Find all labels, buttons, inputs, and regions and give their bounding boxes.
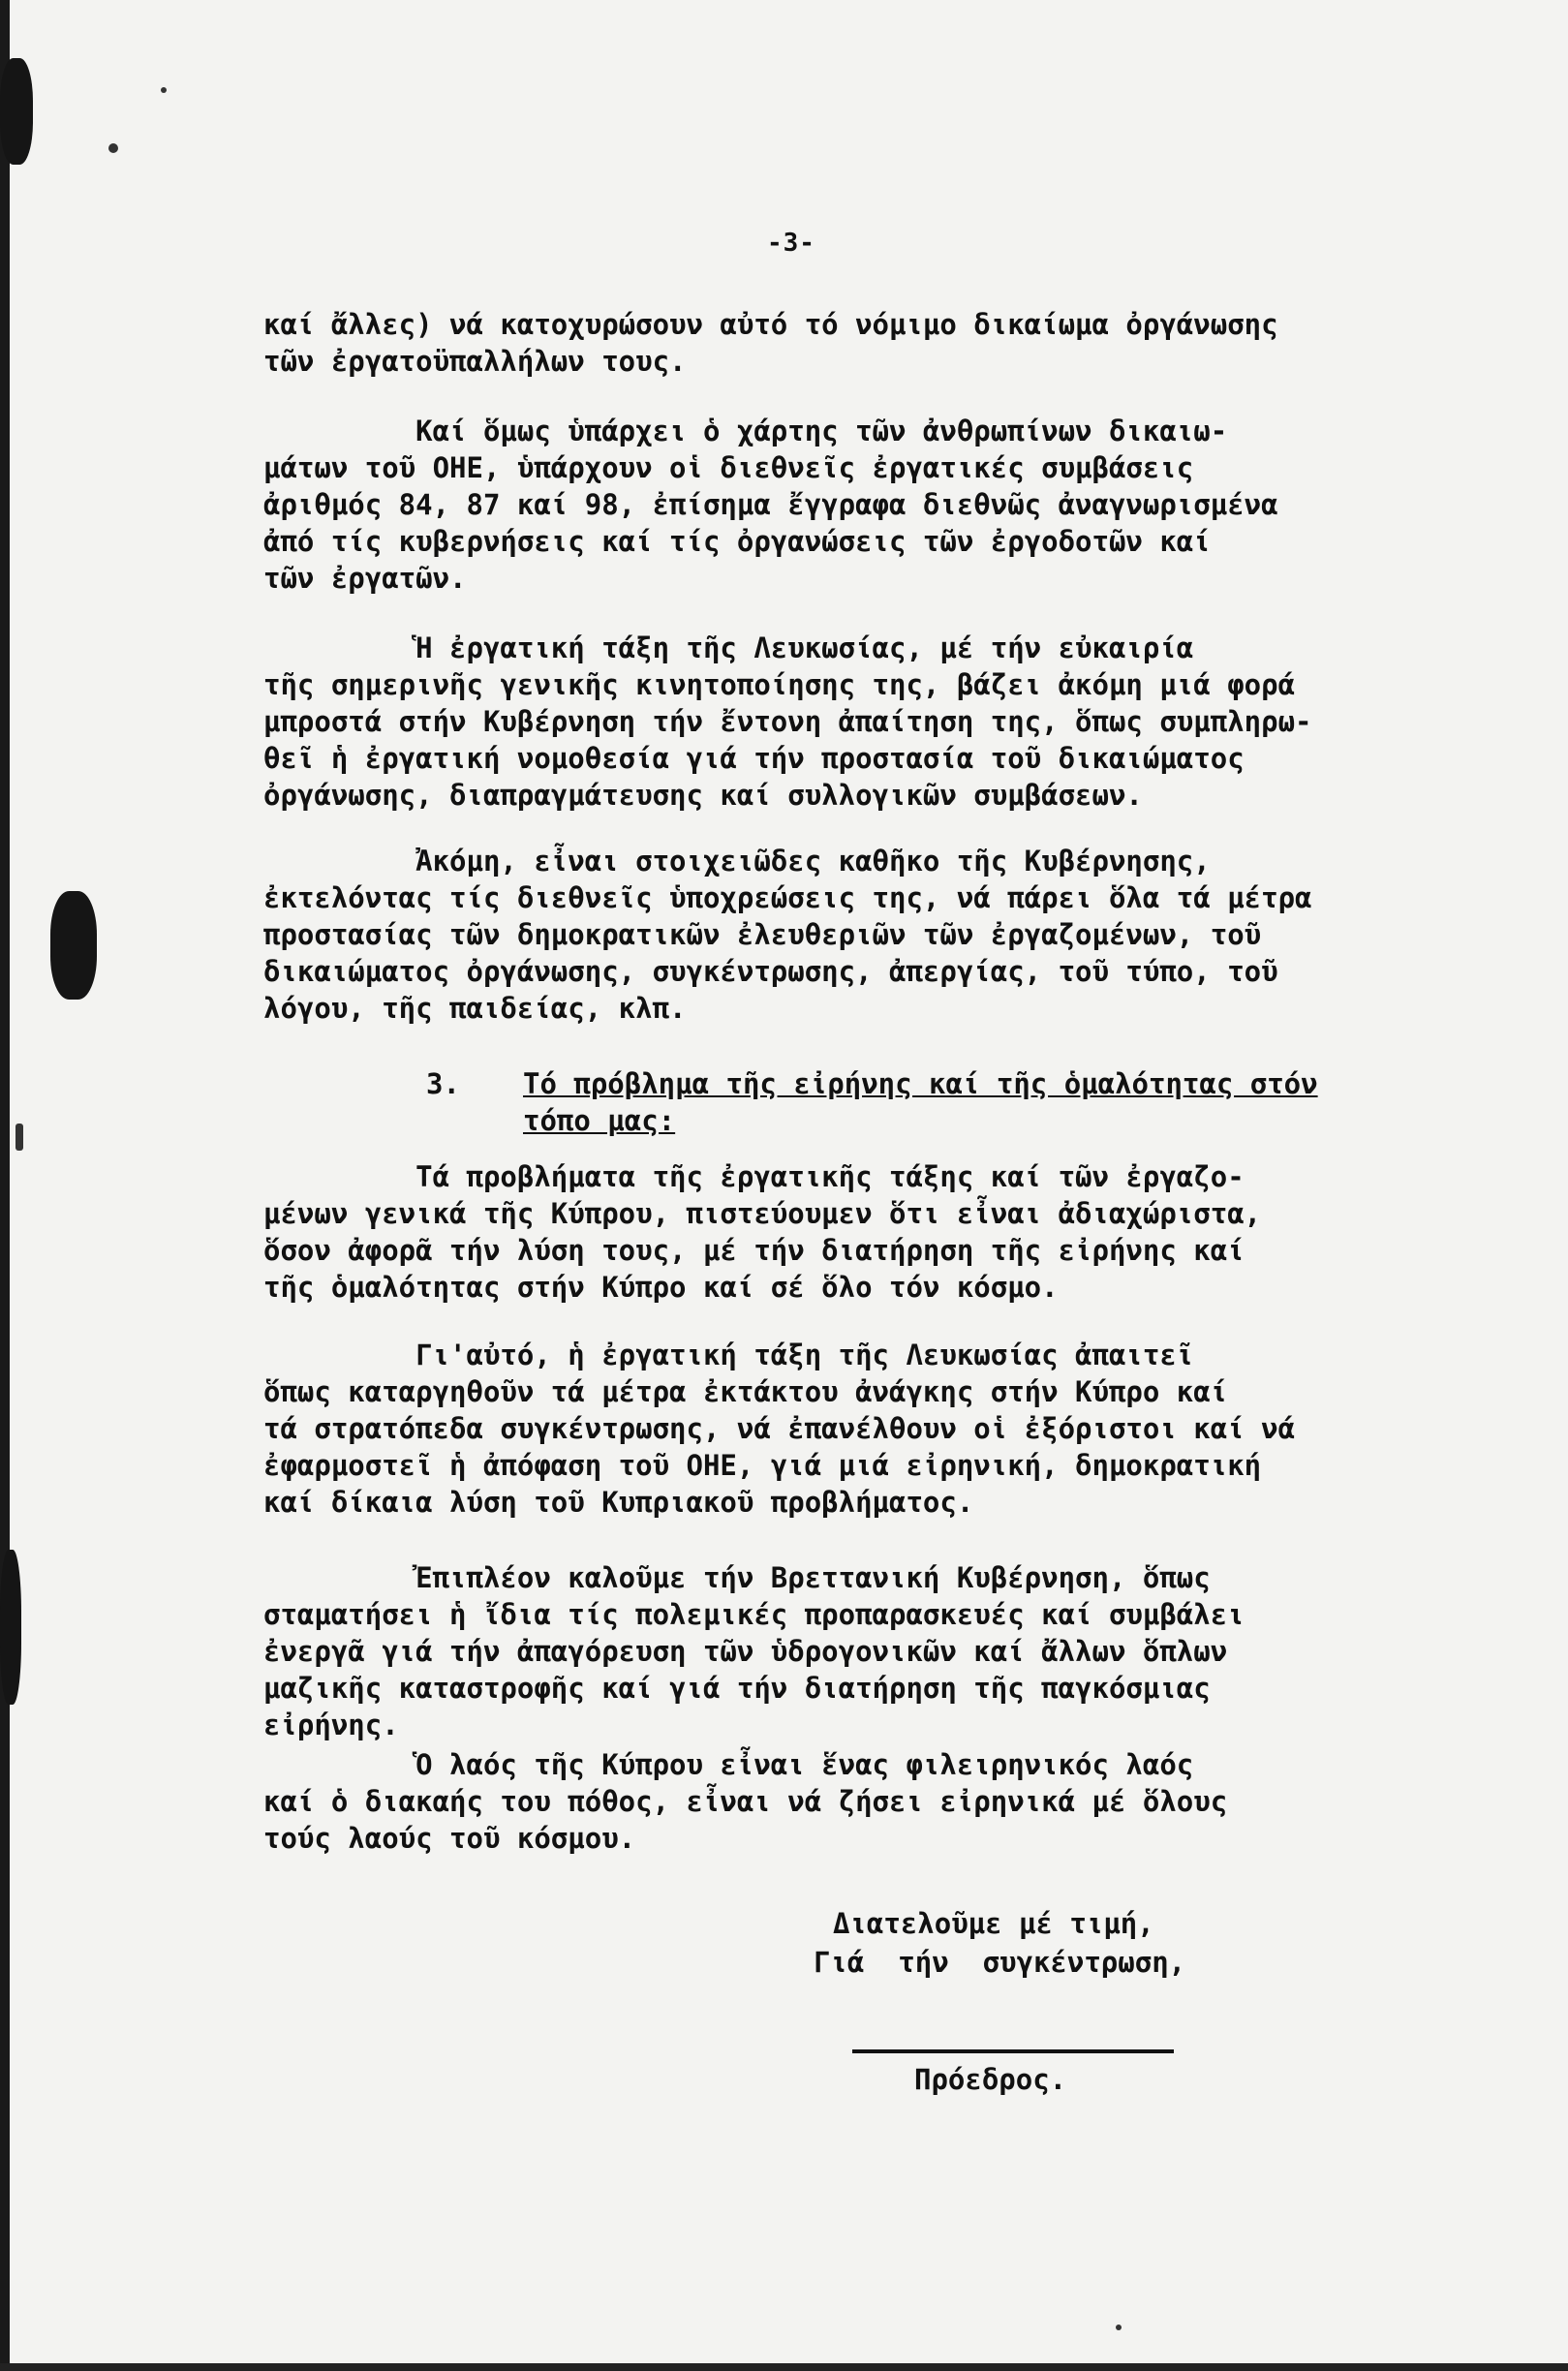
closing-line: Διατελοῦμε μέ τιμή, bbox=[833, 1907, 1154, 1940]
text-line: τῶν ἐργατῶν. bbox=[263, 562, 467, 595]
text-line: σταματήσει ἡ ἴδια τίς πολεμικές προπαρασκευές καί συμβάλει bbox=[263, 1598, 1245, 1631]
signer-title: Πρόεδρος. bbox=[914, 2063, 1067, 2096]
text-line: ἀριθμός 84, 87 καί 98, ἐπίσημα ἔγγραφα διεθνῶς ἀναγνωρισμένα bbox=[263, 488, 1278, 521]
text-line: τούς λαούς τοῦ κόσμου. bbox=[263, 1822, 636, 1855]
paragraph-5 bbox=[263, 1158, 1493, 1306]
paragraph-8 bbox=[263, 1746, 1493, 1857]
punch-hole-mark-middle bbox=[50, 891, 97, 1000]
punch-hole-mark-bottom bbox=[0, 1550, 21, 1705]
text-line: Ἐπιπλέον καλοῦμε τήν Βρεττανική Κυβέρνηση, ὅπως bbox=[263, 1561, 1211, 1594]
text-line: μπροστά στήν Κυβέρνηση τήν ἔντονη ἀπαίτηση της, ὅπως συμπληρω- bbox=[263, 705, 1312, 738]
closing-line: Γιά τήν συγκέντρωση, bbox=[814, 1946, 1186, 1979]
text-line: ἀπό τίς κυβερνήσεις καί τίς ὀργανώσεις τῶν ἐργοδοτῶν καί bbox=[263, 525, 1211, 558]
closing-block bbox=[814, 1904, 1185, 1982]
text-line: λόγου, τῆς παιδείας, κλπ. bbox=[263, 992, 687, 1025]
paragraph-6 bbox=[263, 1337, 1493, 1521]
text-line: Τά προβλήματα τῆς ἐργατικῆς τάξης καί τῶν ἐργαζο- bbox=[263, 1160, 1245, 1193]
text-line: προστασίας τῶν δημοκρατικῶν ἐλευθεριῶν τῶν ἐργαζομένων, τοῦ bbox=[263, 918, 1262, 951]
paragraph-2 bbox=[263, 413, 1493, 597]
speck bbox=[161, 87, 167, 93]
speck bbox=[15, 1124, 23, 1151]
section-title-line-1: Τό πρόβλημα τῆς εἰρήνης καί τῆς ὁμαλότητας στόν bbox=[523, 1067, 1318, 1100]
paragraph-3 bbox=[263, 630, 1493, 814]
text-line: Ἡ ἐργατική τάξη τῆς Λευκωσίας, μέ τήν εὐκαιρία bbox=[263, 631, 1194, 664]
text-line: Ὁ λαός τῆς Κύπρου εἶναι ἕνας φιλειρηνικός λαός bbox=[263, 1748, 1194, 1781]
text-line: μάτων τοῦ ΟΗΕ, ὑπάρχουν οἱ διεθνεῖς ἐργατικές συμβάσεις bbox=[263, 451, 1194, 484]
text-line: καί ὁ διακαής του πόθος, εἶναι νά ζήσει εἰρηνικά μέ ὅλους bbox=[263, 1785, 1228, 1818]
text-line: μαζικῆς καταστροφῆς καί γιά τήν διατήρηση τῆς παγκόσμιας bbox=[263, 1672, 1211, 1705]
text-line: ὅσον ἀφορᾶ τήν λύση τους, μέ τήν διατήρηση τῆς εἰρήνης καί bbox=[263, 1234, 1245, 1267]
text-line: ἐφαρμοστεῖ ἡ ἀπόφαση τοῦ ΟΗΕ, γιά μιά εἰρηνική, δημοκρατική bbox=[263, 1449, 1262, 1482]
text-line: θεῖ ἡ ἐργατική νομοθεσία γιά τήν προστασία τοῦ δικαιώματος bbox=[263, 742, 1245, 775]
text-line: ὀργάνωσης, διαπραγμάτευσης καί συλλογικῶν συμβάσεων. bbox=[263, 779, 1143, 812]
paragraph-7 bbox=[263, 1559, 1493, 1743]
text-line: ἐνεργᾶ γιά τήν ἀπαγόρευση τῶν ὑδρογονικῶν καί ἄλλων ὅπλων bbox=[263, 1635, 1228, 1668]
page-number: -3- bbox=[767, 229, 815, 258]
text-line: Ἀκόμη, εἶναι στοιχειῶδες καθῆκο τῆς Κυβέρνησης, bbox=[263, 845, 1211, 878]
text-line: μένων γενικά τῆς Κύπρου, πιστεύουμεν ὅτι εἶναι ἀδιαχώριστα, bbox=[263, 1197, 1262, 1230]
paragraph-4 bbox=[263, 843, 1493, 1027]
text-line: τῆς σημερινῆς γενικῆς κινητοποίησης της, βάζει ἀκόμη μιά φορά bbox=[263, 668, 1296, 701]
speck bbox=[108, 143, 118, 153]
text-line: καί δίκαια λύση τοῦ Κυπριακοῦ προβλήματος. bbox=[263, 1486, 974, 1519]
signature-line bbox=[852, 2049, 1174, 2053]
text-line: Καί ὅμως ὑπάρχει ὁ χάρτης τῶν ἀνθρωπίνων δικαιω- bbox=[263, 415, 1228, 447]
text-line: ὅπως καταργηθοῦν τά μέτρα ἐκτάκτου ἀνάγκης στήν Κύπρο καί bbox=[263, 1375, 1228, 1408]
text-line: τά στρατόπεδα συγκέντρωσης, νά ἐπανέλθουν οἱ ἐξόριστοι καί νά bbox=[263, 1412, 1296, 1445]
scan-edge-bottom bbox=[0, 2363, 1568, 2371]
punch-hole-mark-top bbox=[0, 58, 33, 165]
scan-edge-left bbox=[0, 0, 10, 2371]
text-line: τῆς ὁμαλότητας στήν Κύπρο καί σέ ὅλο τόν κόσμο. bbox=[263, 1271, 1059, 1304]
section-title-line-2: τόπο μας: bbox=[523, 1104, 676, 1137]
speck bbox=[1116, 2325, 1122, 2330]
text-line: δικαιώματος ὀργάνωσης, συγκέντρωσης, ἀπεργίας, τοῦ τύπο, τοῦ bbox=[263, 955, 1278, 988]
paragraph-1 bbox=[263, 306, 1493, 380]
section-number: 3. bbox=[426, 1067, 460, 1100]
text-line: τῶν ἐργατοϋπαλλήλων τους. bbox=[263, 345, 687, 378]
text-line: καί ἄλλες) νά κατοχυρώσουν αὐτό τό νόμιμο δικαίωμα ὀργάνωσης bbox=[263, 308, 1278, 341]
text-line: Γι'αὐτό, ἡ ἐργατική τάξη τῆς Λευκωσίας ἀπαιτεῖ bbox=[263, 1339, 1194, 1371]
text-line: εἰρήνης. bbox=[263, 1709, 399, 1741]
text-line: ἐκτελόντας τίς διεθνεῖς ὑποχρεώσεις της, νά πάρει ὅλα τά μέτρα bbox=[263, 881, 1312, 914]
